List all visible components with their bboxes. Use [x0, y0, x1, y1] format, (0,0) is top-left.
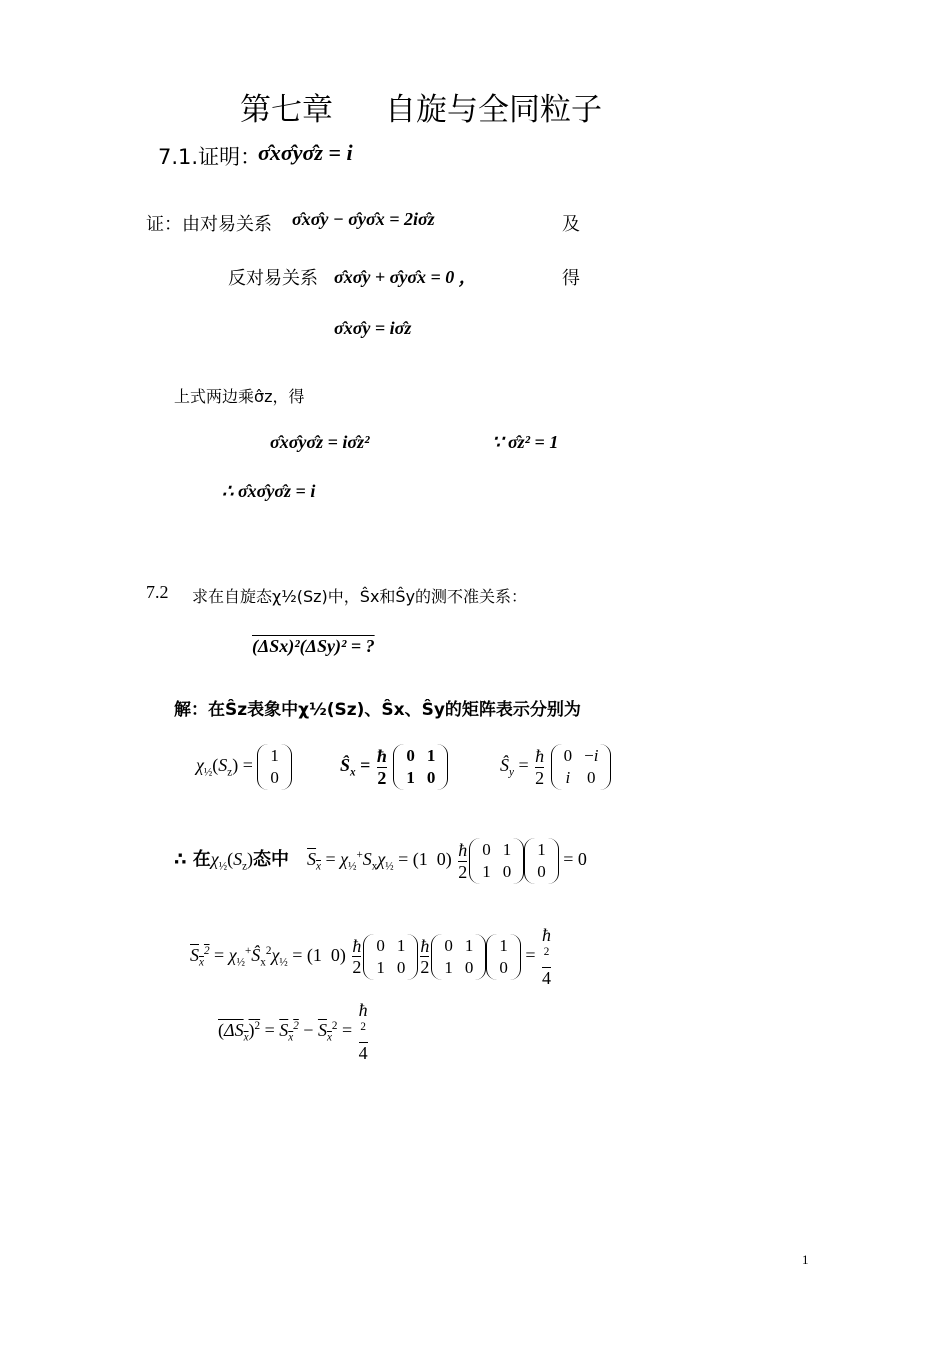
sy-definition: $Ŝ_y$ = $\frac{ħ}{2}$ 0 −i i 0 — [500, 744, 611, 790]
variance-line: $(\Delta S_x)^2 = S_x^2 - S_x^2$ = ħ $^2$ 4 — [218, 1000, 368, 1063]
problem-7-1-claim: σ̂xσ̂yσ̂z = i — [258, 140, 353, 165]
problem-7-2-question: 求在自旋态χ½(Sz)中，Ŝx和Ŝy的测不准关系： — [192, 587, 528, 606]
anticommutator-lead: 反对易关系 — [228, 268, 318, 289]
obtain-text: 得 — [562, 268, 580, 289]
result-sigma-xy: σ̂xσ̂y = iσ̂z — [334, 318, 412, 338]
mean-sx-squared-line: $S_x^2$ = $\chi_{\frac{1}{2}}^+Ŝ_x^2\chi_{\frac{1}{2}} = (1$ 0) $\frac{ħ}{2}$ 0 1 1 0 $\frac{ħ}{2}$ 0 1 1 0 1 0 = ħ $^2$ 4 — [190, 925, 552, 988]
problem-7-1-label: 7.1.证明： — [158, 145, 262, 169]
chi-definition: $\chi_{\frac{1}{2}}(S_z)$ = 1 0 — [196, 744, 292, 790]
anticommutator-relation: σ̂xσ̂y + σ̂yσ̂x = 0 ， — [334, 267, 477, 287]
sy-matrix: 0 −i i 0 — [551, 744, 612, 790]
and-text: 及 — [562, 214, 580, 235]
mean-sx-line: ∴ 在$\chi_{\frac{1}{2}}(S_z)$态中 $S_x = \chi_{\frac{1}{2}}^+S_x\chi_{\frac{1}{2}} = (1$ 0) $\frac{ħ}{2}$ 0 1 1 0 1 0 = 0 — [174, 838, 587, 884]
chapter-title: 自旋与全同粒子 — [385, 92, 602, 128]
chapter-number: 第七章 — [240, 92, 333, 128]
because-statement: ∵ σ̂z² = 1 — [492, 432, 559, 452]
problem-7-1-heading — [158, 141, 261, 171]
uncertainty-target: (ΔSx)²(ΔSy)² = ? — [252, 636, 375, 656]
therefore-statement: ∴ σ̂xσ̂yσ̂z = i — [222, 481, 316, 501]
problem-7-2-label: 7.2 — [146, 582, 169, 602]
chapter-heading — [240, 84, 602, 129]
proof-lead: 证：由对易关系 — [146, 214, 272, 235]
page-number: 1 — [802, 1252, 809, 1267]
chi-vector: 1 0 — [257, 744, 292, 790]
solution-lead: 解：在Ŝz表象中χ½(Sz)、Ŝx、Ŝy的矩阵表示分别为 — [174, 700, 581, 720]
result-sigma-xyz: σ̂xσ̂yσ̂z = iσ̂z² — [270, 432, 370, 452]
sx-definition: $Ŝ_x$ = $\frac{ħ}{2}$ 0 1 1 0 — [340, 744, 448, 790]
sx-matrix: 0 1 1 0 — [393, 744, 448, 790]
commutator-relation: σ̂xσ̂y − σ̂yσ̂x = 2iσ̂z — [292, 209, 435, 229]
multiply-text: 上式两边乘σ̂z，得 — [174, 387, 305, 406]
